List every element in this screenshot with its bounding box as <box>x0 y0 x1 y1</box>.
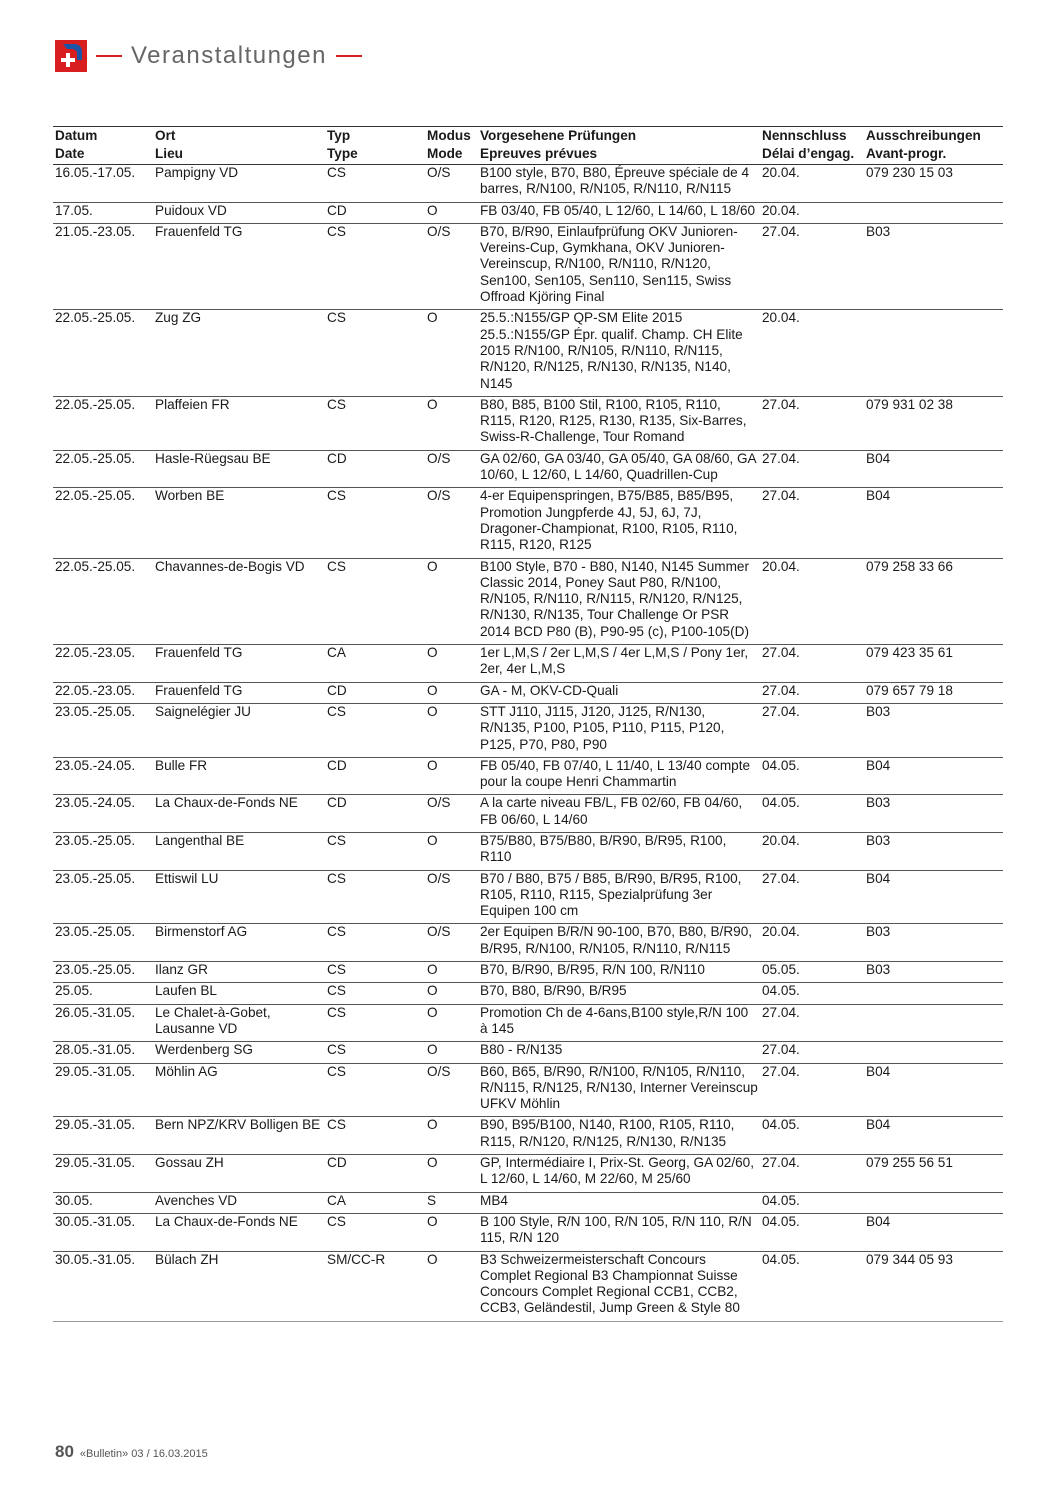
type-cell: CS <box>325 962 425 983</box>
schedule-cell: B03 <box>864 795 1003 833</box>
events-cell: B60, B65, B/R90, R/N100, R/N105, R/N110, R/N115, R/N125, R/N130, Interner Vereinscup UFKV Möhlin <box>478 1063 760 1117</box>
schedule-cell: B03 <box>864 703 1003 757</box>
type-cell: CS <box>325 1042 425 1063</box>
events-cell: B70, B80, B/R90, B/R95 <box>478 983 760 1004</box>
type-cell: CS <box>325 1063 425 1117</box>
location-cell: La Chaux-de-Fonds NE <box>153 1213 325 1251</box>
type-cell: CS <box>325 924 425 962</box>
events-cell: 2er Equipen B/R/N 90-100, B70, B80, B/R90, B/R95, R/N100, R/N105, R/N110, R/N115 <box>478 924 760 962</box>
location-cell: Laufen BL <box>153 983 325 1004</box>
location-cell: Chavannes-de-Bogis VD <box>153 558 325 644</box>
location-cell: Frauenfeld TG <box>153 645 325 683</box>
date-cell: 23.05.-25.05. <box>53 962 153 983</box>
deadline-cell: 20.04. <box>760 165 864 203</box>
date-cell: 22.05.-25.05. <box>53 558 153 644</box>
mode-cell: O <box>425 310 478 396</box>
type-cell: CS <box>325 983 425 1004</box>
location-cell: Frauenfeld TG <box>153 223 325 309</box>
table-row <box>53 223 1003 309</box>
table-row <box>53 870 1003 924</box>
mode-cell: O <box>425 682 478 703</box>
deadline-cell: 27.04. <box>760 1063 864 1117</box>
date-cell: 29.05.-31.05. <box>53 1117 153 1155</box>
mode-cell: O <box>425 757 478 795</box>
column-header-mode <box>425 127 478 165</box>
location-cell: Werdenberg SG <box>153 1042 325 1063</box>
mode-cell: O <box>425 1042 478 1063</box>
deadline-cell: 04.05. <box>760 983 864 1004</box>
type-cell: CA <box>325 1192 425 1213</box>
date-cell: 22.05.-23.05. <box>53 682 153 703</box>
column-header-location <box>153 127 325 165</box>
title-left-rule <box>96 55 122 57</box>
mode-cell: O <box>425 1117 478 1155</box>
page-number: 80 <box>55 1442 74 1461</box>
date-cell: 22.05.-23.05. <box>53 645 153 683</box>
events-cell: GA - M, OKV-CD-Quali <box>478 682 760 703</box>
header-label-fr: Avant-progr. <box>866 145 947 161</box>
schedule-cell: 079 258 33 66 <box>864 558 1003 644</box>
deadline-cell: 20.04. <box>760 832 864 870</box>
events-cell: B70, B/R90, Einlaufprüfung OKV Junioren-Vereins-Cup, Gymkhana, OKV Junioren-Vereinscup, R/N100, R/N110, R/N120, Sen100, Sen105, Sen110, Sen115, Swiss Offroad Kjöring Final <box>478 223 760 309</box>
deadline-cell: 20.04. <box>760 924 864 962</box>
schedule-cell: B04 <box>864 1063 1003 1117</box>
events-cell: B100 style, B70, B80, Épreuve spéciale de 4 barres, R/N100, R/N105, R/N110, R/N115 <box>478 165 760 203</box>
schedule-cell: 079 657 79 18 <box>864 682 1003 703</box>
events-cell: STT J110, J115, J120, J125, R/N130, R/N135, P100, P105, P110, P115, P120, P125, P70, P80, P90 <box>478 703 760 757</box>
schedule-cell: B04 <box>864 757 1003 795</box>
column-header-entry-deadline <box>760 127 864 165</box>
header-label-de: Vorgesehene Prüfungen <box>480 128 637 143</box>
type-cell: CD <box>325 202 425 223</box>
mode-cell: S <box>425 1192 478 1213</box>
schedule-cell: B04 <box>864 1117 1003 1155</box>
date-cell: 25.05. <box>53 983 153 1004</box>
type-cell: CS <box>325 1117 425 1155</box>
mode-cell: O/S <box>425 870 478 924</box>
header-label-fr: Epreuves prévues <box>480 145 598 161</box>
header-label-de: Ausschreibungen <box>866 128 981 143</box>
schedule-cell <box>864 1004 1003 1042</box>
deadline-cell: 27.04. <box>760 1042 864 1063</box>
table-row <box>53 645 1003 683</box>
mode-cell: O <box>425 1004 478 1042</box>
publication-info: «Bulletin» 03 / 16.03.2015 <box>79 1448 208 1460</box>
table-row <box>53 832 1003 870</box>
deadline-cell: 27.04. <box>760 682 864 703</box>
schedule-cell: B03 <box>864 832 1003 870</box>
header-label-fr: Date <box>55 145 85 161</box>
deadline-cell: 27.04. <box>760 396 864 450</box>
column-header-date <box>53 127 153 165</box>
deadline-cell: 20.04. <box>760 202 864 223</box>
schedule-cell: B04 <box>864 488 1003 558</box>
deadline-cell: 04.05. <box>760 1251 864 1321</box>
date-cell: 22.05.-25.05. <box>53 310 153 396</box>
events-cell: FB 03/40, FB 05/40, L 12/60, L 14/60, L 18/60 <box>478 202 760 223</box>
type-cell: CS <box>325 870 425 924</box>
events-table <box>53 126 1003 1322</box>
type-cell: CS <box>325 1004 425 1042</box>
schedule-cell: 079 931 02 38 <box>864 396 1003 450</box>
date-cell: 23.05.-25.05. <box>53 703 153 757</box>
date-cell: 17.05. <box>53 202 153 223</box>
deadline-cell: 05.05. <box>760 962 864 983</box>
mode-cell: O <box>425 202 478 223</box>
mode-cell: O/S <box>425 924 478 962</box>
location-cell: Pampigny VD <box>153 165 325 203</box>
date-cell: 23.05.-25.05. <box>53 924 153 962</box>
date-cell: 30.05. <box>53 1192 153 1213</box>
events-cell: FB 05/40, FB 07/40, L 11/40, L 13/40 compte pour la coupe Henri Chammartin <box>478 757 760 795</box>
schedule-cell: B03 <box>864 223 1003 309</box>
header-label-de: Modus <box>427 128 471 143</box>
location-cell: Le Chalet-à-Gobet, Lausanne VD <box>153 1004 325 1042</box>
location-cell: Bülach ZH <box>153 1251 325 1321</box>
page-title: Veranstaltungen <box>131 42 327 69</box>
deadline-cell: 27.04. <box>760 450 864 488</box>
table-row <box>53 1042 1003 1063</box>
location-cell: Gossau ZH <box>153 1155 325 1193</box>
mode-cell: O <box>425 832 478 870</box>
location-cell: Birmenstorf AG <box>153 924 325 962</box>
deadline-cell: 04.05. <box>760 795 864 833</box>
mode-cell: O/S <box>425 488 478 558</box>
mode-cell: O <box>425 396 478 450</box>
date-cell: 29.05.-31.05. <box>53 1063 153 1117</box>
schedule-cell: B04 <box>864 450 1003 488</box>
header-label-de: Typ <box>327 128 351 143</box>
events-cell: B75/B80, B75/B80, B/R90, B/R95, R100, R110 <box>478 832 760 870</box>
events-cell: 25.5.:N155/GP QP-SM Elite 2015 25.5.:N155/GP Épr. qualif. Champ. CH Elite 2015 R/N100, R/N105, R/N110, R/N115, R/N120, R/N125, R/N130, R/N135, N140, N145 <box>478 310 760 396</box>
table-row <box>53 757 1003 795</box>
table-row <box>53 703 1003 757</box>
mode-cell: O/S <box>425 450 478 488</box>
type-cell: CS <box>325 488 425 558</box>
type-cell: CS <box>325 1213 425 1251</box>
type-cell: CS <box>325 558 425 644</box>
header-label-fr: Mode <box>427 145 463 161</box>
events-cell: B 100 Style, R/N 100, R/N 105, R/N 110, R/N 115, R/N 120 <box>478 1213 760 1251</box>
title-right-rule <box>336 55 362 57</box>
schedule-cell: 079 344 05 93 <box>864 1251 1003 1321</box>
header-label-de: Datum <box>55 128 98 143</box>
deadline-cell: 20.04. <box>760 558 864 644</box>
type-cell: CD <box>325 795 425 833</box>
schedule-cell: B04 <box>864 870 1003 924</box>
type-cell: CA <box>325 645 425 683</box>
location-cell: Worben BE <box>153 488 325 558</box>
schedule-cell <box>864 983 1003 1004</box>
location-cell: Puidoux VD <box>153 202 325 223</box>
deadline-cell: 20.04. <box>760 310 864 396</box>
mode-cell: O/S <box>425 165 478 203</box>
schedule-cell <box>864 202 1003 223</box>
location-cell: La Chaux-de-Fonds NE <box>153 795 325 833</box>
events-cell: B3 Schweizermeisterschaft Concours Complet Regional B3 Championnat Suisse Concours Complet Regional CCB1, CCB2, CCB3, Geländestil, Jump Green & Style 80 <box>478 1251 760 1321</box>
schedule-cell: B03 <box>864 924 1003 962</box>
schedule-cell <box>864 1042 1003 1063</box>
deadline-cell: 27.04. <box>760 870 864 924</box>
deadline-cell: 04.05. <box>760 1213 864 1251</box>
location-cell: Bulle FR <box>153 757 325 795</box>
deadline-cell: 27.04. <box>760 645 864 683</box>
table-row <box>53 924 1003 962</box>
column-header-planned-events <box>478 127 760 165</box>
type-cell: CS <box>325 832 425 870</box>
type-cell: CD <box>325 757 425 795</box>
type-cell: SM/CC-R <box>325 1251 425 1321</box>
deadline-cell: 27.04. <box>760 703 864 757</box>
location-cell: Zug ZG <box>153 310 325 396</box>
events-cell: Promotion Ch de 4-6ans,B100 style,R/N 100 à 145 <box>478 1004 760 1042</box>
date-cell: 29.05.-31.05. <box>53 1155 153 1193</box>
date-cell: 22.05.-25.05. <box>53 450 153 488</box>
events-cell: B80, B85, B100 Stil, R100, R105, R110, R115, R120, R125, R130, R135, Six-Barres, Swiss-R-Challenge, Tour Romand <box>478 396 760 450</box>
table-row <box>53 558 1003 644</box>
date-cell: 16.05.-17.05. <box>53 165 153 203</box>
date-cell: 23.05.-25.05. <box>53 832 153 870</box>
type-cell: CD <box>325 1155 425 1193</box>
events-cell: A la carte niveau FB/L, FB 02/60, FB 04/60, FB 06/60, L 14/60 <box>478 795 760 833</box>
type-cell: CS <box>325 165 425 203</box>
mode-cell: O <box>425 962 478 983</box>
header-label-fr: Délai d’engag. <box>762 145 855 161</box>
header-label-de: Nennschluss <box>762 128 847 143</box>
page-footer <box>55 1442 208 1462</box>
schedule-cell: 079 255 56 51 <box>864 1155 1003 1193</box>
header-label-fr: Type <box>327 145 358 161</box>
schedule-cell: 079 230 15 03 <box>864 165 1003 203</box>
location-cell: Avenches VD <box>153 1192 325 1213</box>
location-cell: Bern NPZ/KRV Bolligen BE <box>153 1117 325 1155</box>
table-row <box>53 310 1003 396</box>
schedule-cell <box>864 310 1003 396</box>
mode-cell: O <box>425 983 478 1004</box>
deadline-cell: 27.04. <box>760 1155 864 1193</box>
events-cell: MB4 <box>478 1192 760 1213</box>
swiss-cross-horse-icon <box>55 40 87 72</box>
location-cell: Möhlin AG <box>153 1063 325 1117</box>
table-row <box>53 795 1003 833</box>
type-cell: CS <box>325 396 425 450</box>
table-row <box>53 1117 1003 1155</box>
table-row <box>53 962 1003 983</box>
type-cell: CS <box>325 223 425 309</box>
date-cell: 21.05.-23.05. <box>53 223 153 309</box>
table-row <box>53 1213 1003 1251</box>
events-cell: B70, B/R90, B/R95, R/N 100, R/N110 <box>478 962 760 983</box>
column-header-type <box>325 127 425 165</box>
events-cell: GA 02/60, GA 03/40, GA 05/40, GA 08/60, GA 10/60, L 12/60, L 14/60, Quadrillen-Cup <box>478 450 760 488</box>
mode-cell: O/S <box>425 1063 478 1117</box>
header-label-fr: Lieu <box>155 145 183 161</box>
date-cell: 30.05.-31.05. <box>53 1251 153 1321</box>
table-row <box>53 1155 1003 1193</box>
schedule-cell: 079 423 35 61 <box>864 645 1003 683</box>
table-row <box>53 396 1003 450</box>
table-row <box>53 682 1003 703</box>
deadline-cell: 04.05. <box>760 1192 864 1213</box>
page-header <box>55 38 371 74</box>
date-cell: 22.05.-25.05. <box>53 396 153 450</box>
type-cell: CS <box>325 310 425 396</box>
deadline-cell: 04.05. <box>760 757 864 795</box>
deadline-cell: 04.05. <box>760 1117 864 1155</box>
location-cell: Ettiswil LU <box>153 870 325 924</box>
mode-cell: O <box>425 645 478 683</box>
mode-cell: O <box>425 558 478 644</box>
date-cell: 23.05.-24.05. <box>53 757 153 795</box>
type-cell: CD <box>325 682 425 703</box>
schedule-cell: B03 <box>864 962 1003 983</box>
events-cell: GP, Intermédiaire I, Prix-St. Georg, GA 02/60, L 12/60, L 14/60, M 22/60, M 25/60 <box>478 1155 760 1193</box>
events-cell: 4-er Equipenspringen, B75/B85, B85/B95, Promotion Jungpferde 4J, 5J, 6J, 7J, Dragoner-Championat, R100, R105, R110, R115, R120, R125 <box>478 488 760 558</box>
table-row <box>53 450 1003 488</box>
date-cell: 30.05.-31.05. <box>53 1213 153 1251</box>
events-cell: B70 / B80, B75 / B85, B/R90, B/R95, R100, R105, R110, R115, Spezialprüfung 3er Equipen 100 cm <box>478 870 760 924</box>
date-cell: 28.05.-31.05. <box>53 1042 153 1063</box>
deadline-cell: 27.04. <box>760 488 864 558</box>
date-cell: 26.05.-31.05. <box>53 1004 153 1042</box>
table-row <box>53 1004 1003 1042</box>
type-cell: CS <box>325 703 425 757</box>
events-cell: B100 Style, B70 - B80, N140, N145 Summer Classic 2014, Poney Saut P80, R/N100, R/N105, R/N110, R/N115, R/N120, R/N125, R/N130, R/N135, Tour Challenge Or PSR 2014 BCD P80 (B), P90-95 (c), P100-105(D) <box>478 558 760 644</box>
location-cell: Saignelégier JU <box>153 703 325 757</box>
events-cell: B80 - R/N135 <box>478 1042 760 1063</box>
table-row <box>53 1251 1003 1321</box>
table-row <box>53 488 1003 558</box>
events-cell: 1er L,M,S / 2er L,M,S / 4er L,M,S / Pony 1er, 2er, 4er L,M,S <box>478 645 760 683</box>
mode-cell: O/S <box>425 223 478 309</box>
mode-cell: O <box>425 1251 478 1321</box>
location-cell: Hasle-Rüegsau BE <box>153 450 325 488</box>
location-cell: Plaffeien FR <box>153 396 325 450</box>
header-label-de: Ort <box>155 128 176 143</box>
location-cell: Ilanz GR <box>153 962 325 983</box>
table-row <box>53 202 1003 223</box>
location-cell: Frauenfeld TG <box>153 682 325 703</box>
table-header-row <box>53 127 1003 165</box>
schedule-cell <box>864 1192 1003 1213</box>
schedule-cell: B04 <box>864 1213 1003 1251</box>
location-cell: Langenthal BE <box>153 832 325 870</box>
table-row <box>53 165 1003 203</box>
mode-cell: O <box>425 703 478 757</box>
mode-cell: O <box>425 1213 478 1251</box>
type-cell: CD <box>325 450 425 488</box>
column-header-schedules <box>864 127 1003 165</box>
date-cell: 22.05.-25.05. <box>53 488 153 558</box>
table-row <box>53 983 1003 1004</box>
deadline-cell: 27.04. <box>760 1004 864 1042</box>
table-row <box>53 1192 1003 1213</box>
table-row <box>53 1063 1003 1117</box>
events-cell: B90, B95/B100, N140, R100, R105, R110, R115, R/N120, R/N125, R/N130, R/N135 <box>478 1117 760 1155</box>
date-cell: 23.05.-25.05. <box>53 870 153 924</box>
mode-cell: O <box>425 1155 478 1193</box>
date-cell: 23.05.-24.05. <box>53 795 153 833</box>
mode-cell: O/S <box>425 795 478 833</box>
deadline-cell: 27.04. <box>760 223 864 309</box>
